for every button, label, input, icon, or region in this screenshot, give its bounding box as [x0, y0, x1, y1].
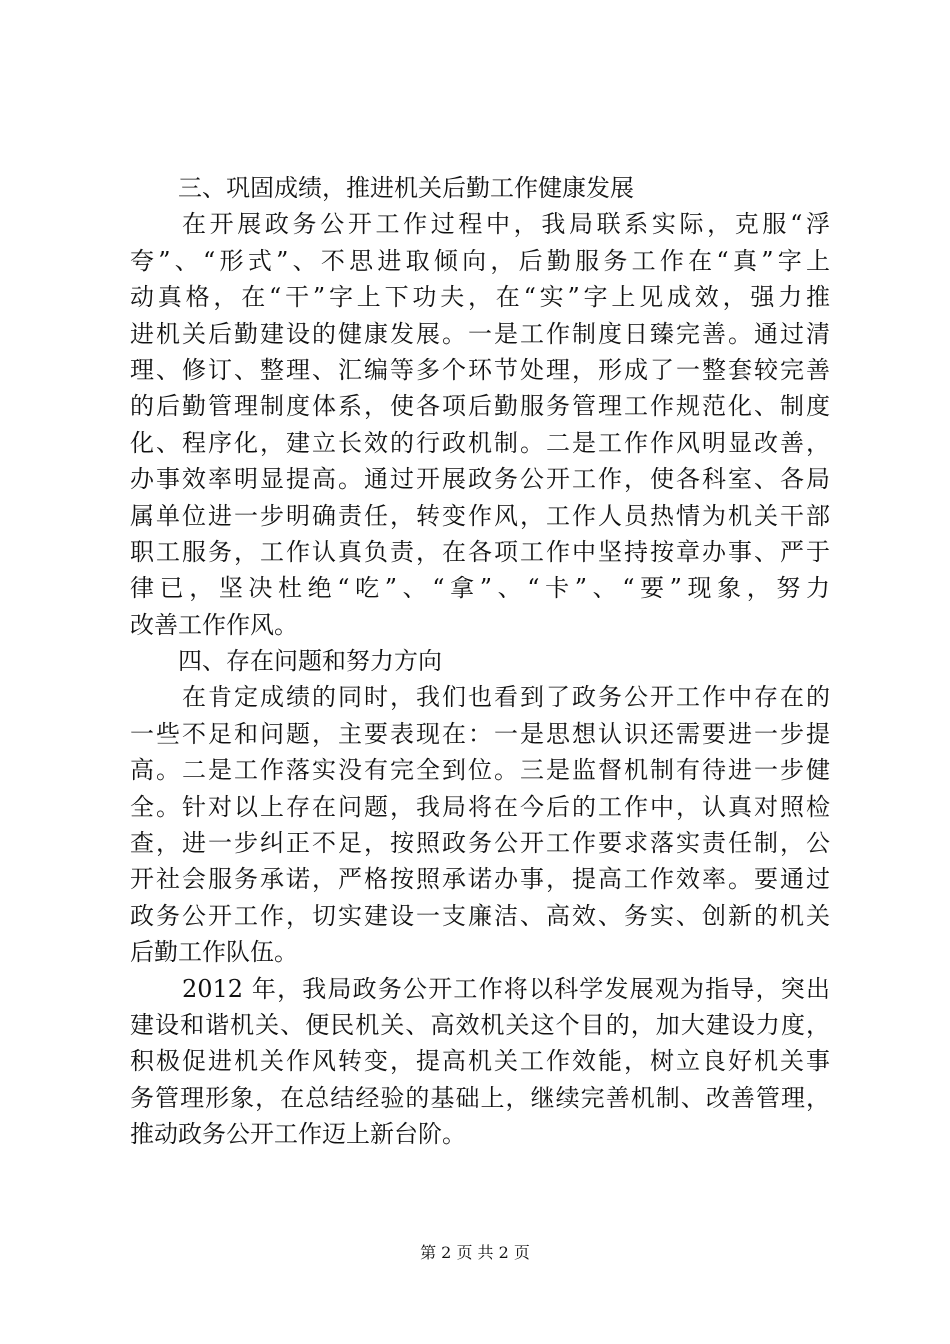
section-heading-consolidate: 三、巩固成绩，推进机关后勤工作健康发展 [178, 174, 634, 202]
paragraph-line: 改善工作作风。 [130, 610, 298, 639]
paragraph-line: 务管理形象，在总结经验的基础上，继续完善机制、改善管理， [130, 1083, 830, 1112]
paragraph-line: 建设和谐机关、便民机关、高效机关这个目的，加大建设力度， [130, 1010, 830, 1039]
paragraph-line: 动真格，在“干”字上下功夫，在“实”字上见成效，强力推 [130, 283, 830, 312]
paragraph-line: 推动政务公开工作迈上新台阶。 [130, 1120, 466, 1149]
paragraph-line: 律已，坚决杜绝“吃”、“拿”、“卡”、“要”现象，努力 [130, 574, 830, 603]
paragraph-line: 属单位进一步明确责任，转变作风，工作人员热情为机关干部 [130, 501, 830, 530]
paragraph-line: 办事效率明显提高。通过开展政务公开工作，使各科室、各局 [130, 465, 830, 494]
paragraph-line: 在开展政务公开工作过程中，我局联系实际，克服“浮 [182, 210, 830, 239]
page-number-footer: 第 2 页 共 2 页 [420, 1243, 530, 1262]
paragraph-line: 职工服务，工作认真负责，在各项工作中坚持按章办事、严于 [130, 537, 830, 566]
paragraph-line: 后勤工作队伍。 [130, 938, 298, 967]
paragraph-line: 积极促进机关作风转变，提高机关工作效能，树立良好机关事 [130, 1047, 830, 1076]
document-body [130, 170, 830, 1153]
paragraph-line: 化、程序化，建立长效的行政机制。二是工作作风明显改善， [130, 428, 830, 457]
paragraph-line: 2012 年，我局政务公开工作将以科学发展观为指导，突出 [182, 974, 830, 1003]
paragraph-line: 的后勤管理制度体系，使各项后勤服务管理工作规范化、制度 [130, 392, 830, 421]
paragraph-line: 夸”、“形式”、不思进取倾向，后勤服务工作在“真”字上 [130, 246, 830, 275]
paragraph-line: 全。针对以上存在问题，我局将在今后的工作中，认真对照检 [130, 792, 830, 821]
paragraph-line: 高。二是工作落实没有完全到位。三是监督机制有待进一步健 [130, 756, 830, 785]
paragraph-line: 政务公开工作，切实建设一支廉洁、高效、务实、创新的机关 [130, 901, 830, 930]
paragraph-line: 开社会服务承诺，严格按照承诺办事，提高工作效率。要通过 [130, 865, 830, 894]
paragraph-line: 进机关后勤建设的健康发展。一是工作制度日臻完善。通过清 [130, 319, 830, 348]
paragraph-line: 在肯定成绩的同时，我们也看到了政务公开工作中存在的 [182, 683, 830, 712]
paragraph-line: 查，进一步纠正不足，按照政务公开工作要求落实责任制，公 [130, 829, 830, 858]
paragraph-line: 一些不足和问题，主要表现在：一是思想认识还需要进一步提 [130, 719, 830, 748]
section-heading-problems: 四、存在问题和努力方向 [178, 647, 442, 676]
paragraph-line: 理、修订、整理、汇编等多个环节处理，形成了一整套较完善 [130, 355, 830, 384]
